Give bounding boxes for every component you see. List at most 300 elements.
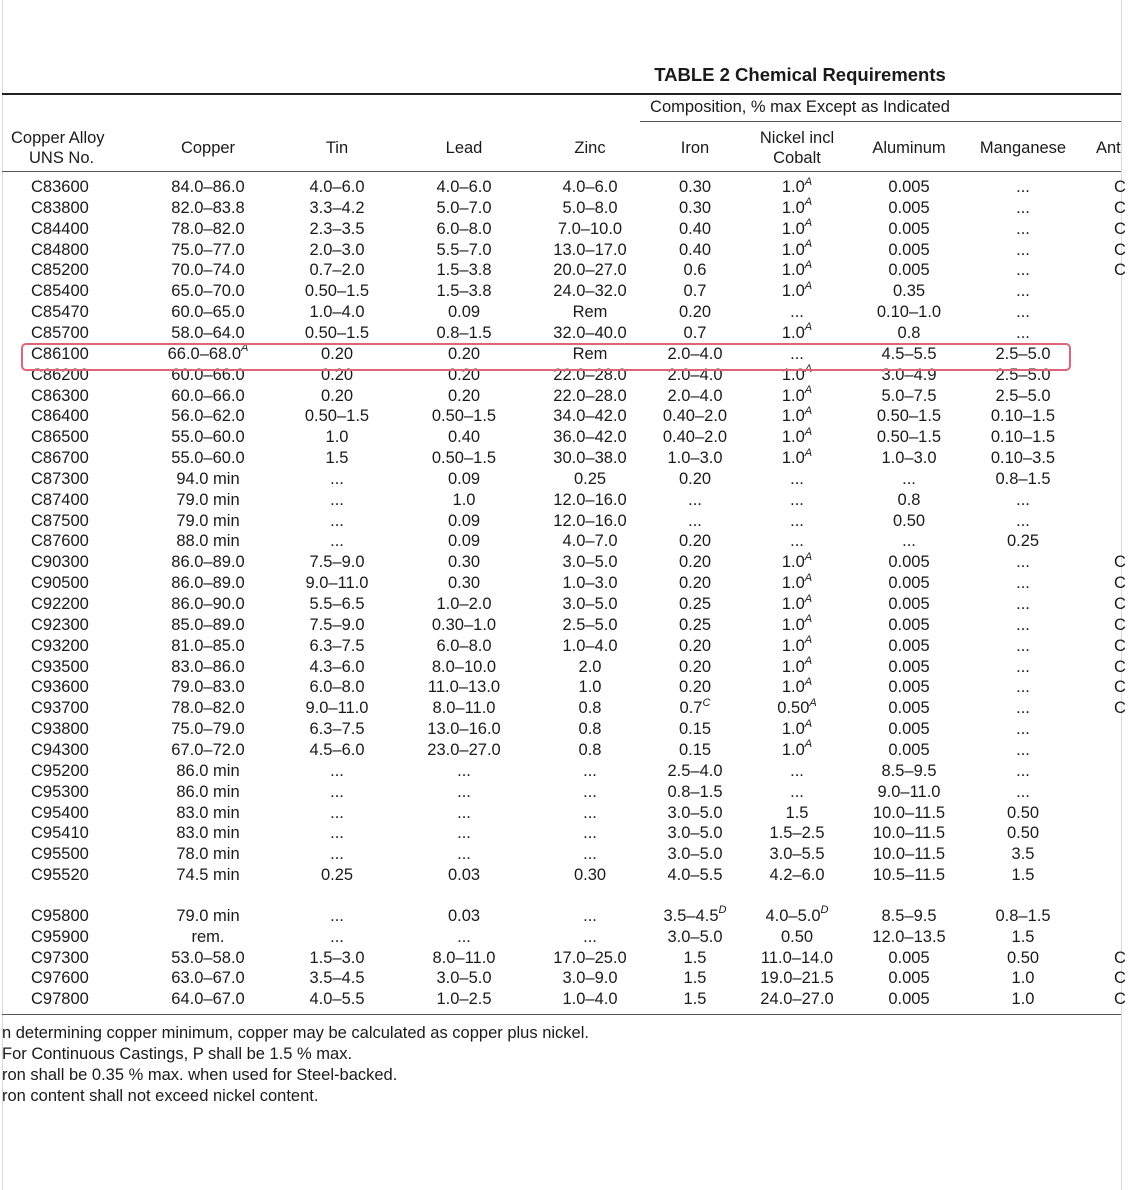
cell-aluminum: 0.005 (888, 595, 930, 613)
page-left-edge (2, 0, 3, 1190)
cell-tin: 5.5–6.5 (309, 595, 365, 613)
cell-uns: C86200 (31, 365, 89, 384)
cell-lead: ... (457, 845, 471, 864)
cell-zinc: 1.0 (578, 678, 602, 697)
cell-aluminum: ... (902, 532, 916, 551)
cell-zinc: 12.0–16.0 (553, 511, 627, 530)
cell-tin: 3.5–4.5 (309, 969, 365, 988)
cell-copper: 78.0–82.0 (171, 699, 245, 718)
cell-uns: C85200 (31, 261, 89, 280)
cell-manganese: 0.10–3.5 (990, 449, 1056, 468)
cell-tin: 7.5–9.0 (309, 553, 365, 572)
cell-uns: C83800 (31, 198, 89, 217)
cell-aluminum: 0.005 (888, 261, 930, 280)
cell-zinc: 13.0–17.0 (553, 240, 627, 259)
header-uns (11, 128, 141, 168)
cell-zinc: 0.8 (578, 720, 602, 739)
cell-nickel: $1.0^A$ (781, 279, 813, 301)
cell-lead: 0.50–1.5 (431, 407, 497, 426)
cell-manganese: 0.10–1.5 (990, 428, 1056, 447)
cell-tin: ... (330, 845, 344, 864)
footnote-b: For Continuous Castings, P shall be 1.5 % max. (2, 1045, 353, 1063)
cell-iron: 0.20 (678, 303, 712, 322)
cell-lead: 5.0–7.0 (436, 198, 492, 217)
cell-antimony: C (1114, 198, 1126, 217)
table-title: TABLE 2 Chemical Requirements (654, 64, 946, 85)
cell-iron: 3.0–5.0 (667, 824, 723, 843)
cell-tin: ... (330, 824, 344, 843)
cell-lead: ... (457, 761, 471, 780)
header-zinc: Zinc (574, 139, 606, 157)
cell-uns: C97300 (31, 948, 89, 967)
cell-tin: 0.50–1.5 (304, 323, 370, 342)
cell-zinc: 3.0–5.0 (562, 553, 618, 572)
cell-uns: C95300 (31, 782, 89, 801)
cell-uns: C93200 (31, 636, 89, 655)
cell-nickel: $1.0^A$ (781, 738, 813, 759)
cell-uns: C94300 (31, 740, 89, 759)
cell-lead: 0.09 (447, 511, 481, 530)
cell-iron: 0.25 (678, 595, 712, 613)
cell-manganese: ... (1016, 198, 1030, 217)
cell-iron: $0.7^C$ (679, 696, 711, 718)
cell-iron: 0.40 (678, 219, 712, 238)
cell-nickel: $1.0^A$ (781, 717, 813, 739)
cell-copper: 78.0 min (176, 845, 240, 864)
cell-manganese: ... (1016, 782, 1030, 801)
cell-nickel: 1.5 (785, 803, 809, 822)
cell-nickel: $1.0^A$ (781, 425, 813, 447)
cell-aluminum: 0.005 (888, 636, 930, 655)
cell-copper: 88.0 min (176, 532, 240, 551)
cell-manganese: 0.8–1.5 (995, 469, 1051, 488)
cell-iron: 3.0–5.0 (667, 927, 723, 946)
cell-antimony: C (1114, 595, 1126, 613)
cell-manganese: 2.5–5.0 (995, 365, 1051, 384)
cell-zinc: ... (583, 845, 597, 864)
cell-lead: 4.0–6.0 (436, 178, 492, 196)
cell-uns: C84800 (31, 240, 89, 259)
header-antimony: Ant (1096, 139, 1121, 157)
highlight-box (21, 343, 1071, 371)
cell-iron: 2.5–4.0 (667, 761, 723, 780)
cell-manganese: 0.50 (1006, 803, 1040, 822)
cell-copper: 86.0–90.0 (171, 595, 245, 613)
cell-aluminum: 0.005 (888, 198, 930, 217)
cell-copper: 83.0 min (176, 803, 240, 822)
cell-zinc: 22.0–28.0 (553, 365, 627, 384)
cell-zinc: 24.0–32.0 (553, 282, 627, 301)
cell-iron: 0.20 (678, 469, 712, 488)
cell-manganese: ... (1016, 574, 1030, 593)
cell-manganese: ... (1016, 178, 1030, 196)
header-iron: Iron (680, 139, 710, 157)
cell-nickel: ... (790, 511, 804, 530)
cell-manganese: ... (1016, 740, 1030, 759)
cell-copper: 86.0–89.0 (171, 553, 245, 572)
cell-iron: 0.7 (683, 282, 707, 301)
cell-manganese: ... (1016, 282, 1030, 301)
cell-manganese: ... (1016, 699, 1030, 718)
cell-tin: 1.5 (325, 449, 349, 468)
cell-tin: ... (330, 469, 344, 488)
cell-tin: ... (330, 927, 344, 946)
cell-uns: C95520 (31, 866, 89, 885)
cell-iron: $3.5-4.5^D$ (663, 904, 727, 925)
cell-manganese: ... (1016, 595, 1030, 613)
cell-aluminum: 10.0–11.5 (872, 824, 946, 843)
cell-zinc: ... (583, 927, 597, 946)
cell-aluminum: 3.0–4.9 (881, 365, 937, 384)
cell-lead: ... (457, 927, 471, 946)
cell-antimony: C (1114, 990, 1126, 1009)
cell-zinc: 3.0–5.0 (562, 595, 618, 613)
cell-uns: C93700 (31, 699, 89, 718)
cell-lead: 1.0–2.0 (436, 595, 492, 613)
cell-copper: 55.0–60.0 (171, 428, 245, 447)
cell-nickel: ... (790, 761, 804, 780)
cell-antimony: C (1114, 636, 1126, 655)
cell-tin: 0.50–1.5 (304, 282, 370, 301)
cell-copper: 58.0–64.0 (171, 323, 245, 342)
cell-tin: 1.5–3.0 (309, 948, 365, 967)
cell-uns: C95500 (31, 845, 89, 864)
cell-copper: 81.0–85.0 (171, 636, 245, 655)
cell-copper: 63.0–67.0 (171, 969, 245, 988)
cell-nickel: $1.0^A$ (781, 613, 813, 634)
cell-tin: ... (330, 782, 344, 801)
cell-aluminum: 0.005 (888, 678, 930, 697)
header-nickel (737, 128, 857, 168)
cell-tin: 0.20 (320, 344, 354, 363)
cell-lead: 0.03 (447, 906, 481, 925)
cell-aluminum: 0.8 (897, 323, 921, 342)
cell-tin: 1.0 (325, 428, 349, 447)
cell-lead: 0.03 (447, 866, 481, 885)
cell-lead: 13.0–16.0 (427, 720, 501, 739)
cell-manganese: ... (1016, 323, 1030, 342)
cell-tin: ... (330, 490, 344, 509)
cell-manganese: ... (1016, 615, 1030, 634)
header-uns-line2: UNS No. (29, 149, 95, 167)
cell-lead: 0.30 (447, 553, 481, 572)
cell-copper: 74.5 min (176, 866, 240, 885)
cell-tin: ... (330, 906, 344, 925)
cell-copper: rem. (191, 927, 225, 946)
cell-nickel: $1.0^A$ (781, 321, 813, 342)
cell-iron: 0.15 (678, 720, 712, 739)
cell-aluminum: 0.50–1.5 (876, 428, 942, 447)
cell-uns: C86100 (31, 344, 89, 363)
cell-manganese: ... (1016, 761, 1030, 780)
cell-manganese: ... (1016, 490, 1030, 509)
cell-manganese: 0.10–1.5 (990, 407, 1056, 426)
cell-tin: ... (330, 511, 344, 530)
cell-lead: ... (457, 803, 471, 822)
cell-manganese: 0.8–1.5 (995, 906, 1051, 925)
composition-subheader: Composition, % max Except as Indicated (650, 98, 950, 116)
cell-uns: C83600 (31, 178, 89, 196)
cell-aluminum: 10.5–11.5 (872, 866, 946, 885)
cell-zinc: 20.0–27.0 (553, 261, 627, 280)
cell-aluminum: 0.8 (897, 490, 921, 509)
cell-nickel: ... (790, 532, 804, 551)
cell-nickel: 1.5–2.5 (769, 824, 825, 843)
cell-tin: 0.7–2.0 (309, 261, 365, 280)
cell-iron: ... (688, 511, 702, 530)
cell-tin: 6.3–7.5 (309, 636, 365, 655)
cell-nickel: $1.0^A$ (781, 550, 813, 572)
cell-lead: 0.09 (447, 469, 481, 488)
cell-iron: 0.15 (678, 740, 712, 759)
cell-nickel: 19.0–21.5 (760, 969, 834, 988)
cell-lead: 0.20 (447, 365, 481, 384)
cell-antimony: C (1114, 699, 1126, 718)
cell-nickel: 24.0–27.0 (760, 990, 834, 1009)
cell-uns: C92300 (31, 615, 89, 634)
cell-tin: ... (330, 532, 344, 551)
cell-aluminum: 10.0–11.5 (872, 845, 946, 864)
cell-nickel: ... (790, 469, 804, 488)
cell-lead: 1.0–2.5 (436, 990, 492, 1009)
cell-tin: 2.0–3.0 (309, 240, 365, 259)
cell-tin: 4.0–5.5 (309, 990, 365, 1009)
cell-aluminum: 0.005 (888, 740, 930, 759)
cell-tin: 4.0–6.0 (309, 178, 365, 196)
cell-manganese: 1.5 (1011, 866, 1035, 885)
bottom-rule (2, 1014, 1121, 1015)
cell-iron: 0.20 (678, 532, 712, 551)
cell-uns: C86700 (31, 449, 89, 468)
cell-aluminum: 0.005 (888, 699, 930, 718)
cell-uns: C86500 (31, 428, 89, 447)
cell-antimony: C (1114, 240, 1126, 259)
cell-manganese: ... (1016, 678, 1030, 697)
cell-zinc: 3.0–9.0 (562, 969, 618, 988)
cell-copper: 82.0–83.8 (171, 198, 245, 217)
cell-tin: 6.0–8.0 (309, 678, 365, 697)
cell-antimony: C (1114, 657, 1126, 676)
cell-iron: 0.20 (678, 574, 712, 593)
cell-uns: C95400 (31, 803, 89, 822)
cell-iron: 1.5 (683, 990, 707, 1009)
cell-copper: 86.0 min (176, 782, 240, 801)
cell-aluminum: 0.005 (888, 969, 930, 988)
cell-nickel: $1.0^A$ (781, 217, 813, 238)
cell-uns: C90500 (31, 574, 89, 593)
cell-lead: 3.0–5.0 (436, 969, 492, 988)
cell-zinc: 32.0–40.0 (553, 323, 627, 342)
cell-zinc: 7.0–10.0 (557, 219, 623, 238)
cell-nickel: $1.0^A$ (781, 655, 813, 676)
cell-iron: 1.0–3.0 (667, 449, 723, 468)
cell-manganese: 2.5–5.0 (995, 344, 1051, 363)
cell-aluminum: 0.10–1.0 (876, 303, 942, 322)
footnote-a: n determining copper minimum, copper may be calculated as copper plus nickel. (2, 1024, 589, 1042)
cell-copper: 79.0–83.0 (171, 678, 245, 697)
cell-tin: 1.0–4.0 (309, 303, 365, 322)
cell-copper: 86.0 min (176, 761, 240, 780)
cell-zinc: 2.5–5.0 (562, 615, 618, 634)
cell-zinc: 17.0–25.0 (553, 948, 627, 967)
cell-copper: 75.0–77.0 (171, 240, 245, 259)
cell-zinc: 4.0–7.0 (562, 532, 618, 551)
cell-uns: C90300 (31, 553, 89, 572)
header-copper: Copper (180, 139, 236, 157)
cell-manganese: 0.50 (1006, 824, 1040, 843)
cell-tin: 3.3–4.2 (309, 198, 365, 217)
cell-manganese: 3.5 (1011, 845, 1035, 864)
cell-iron: 0.30 (678, 198, 712, 217)
cell-lead: ... (457, 824, 471, 843)
cell-uns: C87300 (31, 469, 89, 488)
cell-uns: C84400 (31, 219, 89, 238)
cell-aluminum: 1.0–3.0 (881, 449, 937, 468)
cell-copper: 67.0–72.0 (171, 740, 245, 759)
cell-manganese: 0.50 (1006, 948, 1040, 967)
cell-iron: 0.6 (683, 261, 707, 280)
cell-uns: C87500 (31, 511, 89, 530)
cell-manganese: 0.25 (1006, 532, 1040, 551)
cell-lead: 0.20 (447, 386, 481, 405)
cell-iron: 0.7 (683, 323, 707, 342)
header-lead: Lead (445, 139, 483, 157)
cell-manganese: ... (1016, 511, 1030, 530)
cell-iron: 3.0–5.0 (667, 803, 723, 822)
cell-iron: 0.8–1.5 (667, 782, 723, 801)
header-uns-line1: Copper Alloy (11, 129, 105, 147)
cell-uns: C87600 (31, 532, 89, 551)
cell-iron: 0.40–2.0 (662, 428, 728, 447)
cell-aluminum: 5.0–7.5 (881, 386, 937, 405)
cell-nickel: ... (790, 344, 804, 363)
cell-iron: 2.0–4.0 (667, 365, 723, 384)
cell-uns: C85470 (31, 303, 89, 322)
cell-manganese: ... (1016, 657, 1030, 676)
cell-copper: 79.0 min (176, 906, 240, 925)
cell-nickel: ... (790, 490, 804, 509)
cell-copper: 79.0 min (176, 511, 240, 530)
cell-uns: C97600 (31, 969, 89, 988)
cell-nickel: $1.0^A$ (781, 175, 813, 196)
cell-manganese: 1.5 (1011, 927, 1035, 946)
cell-zinc: 30.0–38.0 (553, 449, 627, 468)
cell-copper: 83.0 min (176, 824, 240, 843)
cell-nickel: 3.0–5.5 (769, 845, 825, 864)
cell-aluminum: 0.005 (888, 990, 930, 1009)
cell-aluminum: 4.5–5.5 (881, 344, 937, 363)
cell-copper: 85.0–89.0 (171, 615, 245, 634)
cell-lead: 0.40 (447, 428, 481, 447)
cell-nickel: $1.0^A$ (781, 404, 813, 426)
cell-antimony: C (1114, 574, 1126, 593)
cell-nickel: 4.2–6.0 (769, 866, 825, 885)
cell-nickel: $1.0^A$ (781, 258, 813, 280)
cell-copper: 79.0 min (176, 490, 240, 509)
cell-zinc: 0.25 (573, 469, 607, 488)
cell-zinc: 0.8 (578, 740, 602, 759)
cell-antimony: C (1114, 261, 1126, 280)
cell-lead: 5.5–7.0 (436, 240, 492, 259)
cell-aluminum: 12.0–13.5 (872, 927, 946, 946)
cell-zinc: 2.0 (578, 657, 602, 676)
cell-manganese: ... (1016, 636, 1030, 655)
cell-manganese: ... (1016, 720, 1030, 739)
cell-copper: 60.0–66.0 (171, 386, 245, 405)
cell-uns: C95200 (31, 761, 89, 780)
cell-nickel: $1.0^A$ (781, 571, 813, 593)
cell-copper: 65.0–70.0 (171, 282, 245, 301)
cell-lead: 1.5–3.8 (436, 282, 492, 301)
cell-lead: 0.50–1.5 (431, 449, 497, 468)
cell-nickel: $1.0^A$ (781, 363, 813, 384)
cell-nickel: $1.0^A$ (781, 384, 813, 405)
cell-antimony: C (1114, 219, 1126, 238)
cell-antimony: C (1114, 678, 1126, 697)
cell-iron: 0.20 (678, 678, 712, 697)
top-rule (2, 93, 1121, 95)
cell-lead: 11.0–13.0 (427, 678, 501, 697)
cell-manganese: ... (1016, 553, 1030, 572)
cell-copper: 86.0–89.0 (171, 574, 245, 593)
cell-iron: 0.20 (678, 636, 712, 655)
cell-lead: 6.0–8.0 (436, 219, 492, 238)
cell-nickel: $1.0^A$ (781, 634, 813, 655)
cell-zinc: 0.8 (578, 699, 602, 718)
cell-zinc: ... (583, 761, 597, 780)
cell-tin: 9.0–11.0 (305, 574, 369, 593)
cell-aluminum: 0.005 (888, 657, 930, 676)
cell-lead: 23.0–27.0 (427, 740, 501, 759)
cell-zinc: 34.0–42.0 (553, 407, 627, 426)
cell-copper: 60.0–65.0 (171, 303, 245, 322)
cell-zinc: ... (583, 824, 597, 843)
cell-copper: 64.0–67.0 (171, 990, 245, 1009)
cell-copper: 75.0–79.0 (171, 720, 245, 739)
header-nickel-line1: Nickel incl (759, 129, 835, 147)
cell-nickel: ... (790, 782, 804, 801)
cell-tin: 0.20 (320, 386, 354, 405)
cell-zinc: 12.0–16.0 (553, 490, 627, 509)
cell-nickel: 11.0–14.0 (760, 948, 834, 967)
cell-copper: 78.0–82.0 (171, 219, 245, 238)
cell-lead: 8.0–11.0 (432, 699, 496, 718)
cell-copper: 53.0–58.0 (171, 948, 245, 967)
cell-aluminum: 0.005 (888, 219, 930, 238)
cell-tin: 0.25 (320, 866, 354, 885)
cell-zinc: 5.0–8.0 (562, 198, 618, 217)
cell-aluminum: 0.005 (888, 240, 930, 259)
cell-lead: 8.0–11.0 (432, 948, 496, 967)
cell-uns: C95900 (31, 927, 89, 946)
cell-manganese: ... (1016, 261, 1030, 280)
header-nickel-line2: Cobalt (773, 149, 821, 167)
cell-nickel: 0.50 (780, 927, 814, 946)
cell-zinc: 0.30 (573, 866, 607, 885)
cell-aluminum: 0.005 (888, 615, 930, 634)
cell-antimony: C (1114, 178, 1126, 196)
cell-zinc: 4.0–6.0 (562, 178, 618, 196)
cell-nickel: $1.0^A$ (781, 196, 813, 217)
cell-uns: C87400 (31, 490, 89, 509)
header-aluminum: Aluminum (872, 139, 946, 157)
cell-aluminum: ... (902, 469, 916, 488)
cell-lead: 0.30–1.0 (431, 615, 497, 634)
cell-tin: 4.3–6.0 (309, 657, 365, 676)
cell-nickel: $0.50^A$ (777, 696, 817, 718)
cell-nickel: $4.0-5.0^D$ (765, 904, 829, 925)
cell-iron: 0.20 (678, 657, 712, 676)
